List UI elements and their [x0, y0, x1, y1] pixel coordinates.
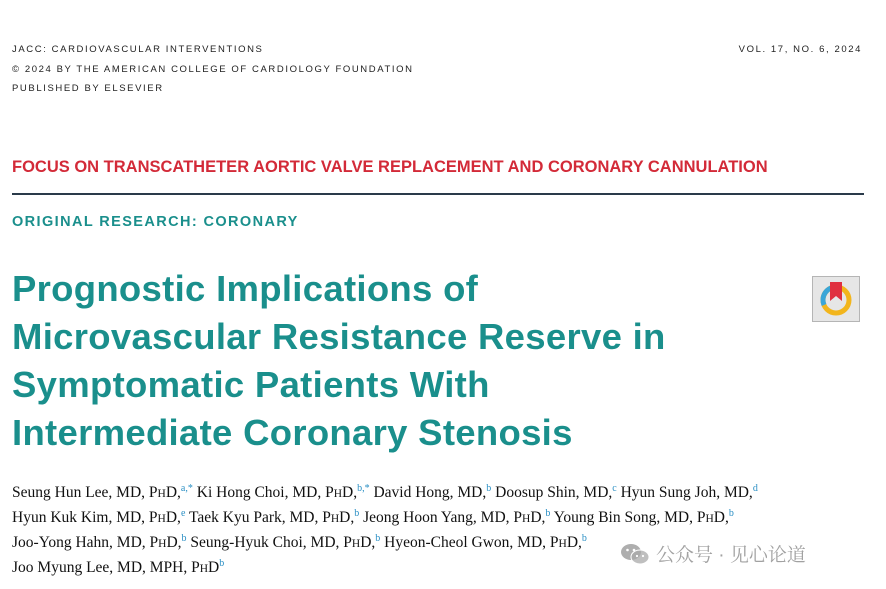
author-line: Hyun Kuk Kim, MD, PHD,$^e$ Taek Kyu Park, MD, PHD,$^b$ Jeong Hoon Yang, MD, PHD,$^b$ Young Bin Song, MD, PHD,$^b$ [12, 508, 734, 526]
journal-meta [12, 40, 414, 99]
affiliation-superscript[interactable]: b [375, 533, 381, 544]
affiliation-superscript[interactable]: e [180, 508, 186, 519]
publisher-line: PUBLISHED BY ELSEVIER [12, 83, 164, 94]
article-title [12, 265, 792, 457]
author-line: Joo-Yong Hahn, MD, PHD,$^b$ Seung-Hyuk Choi, MD, PHD,$^b$ Hyeon-Cheol Gwon, MD, PHD,$^b$ [12, 533, 587, 551]
affiliation-superscript[interactable]: b [581, 533, 587, 544]
author-name[interactable]: Hyeon-Cheol Gwon, MD, P [380, 534, 559, 551]
affiliation-superscript[interactable]: a,* [180, 483, 193, 494]
wechat-icon [620, 542, 650, 566]
affiliation-superscript[interactable]: b [181, 533, 187, 544]
author-name[interactable]: Hyun Kuk Kim, MD, P [12, 509, 158, 526]
author-name[interactable]: Ki Hong Choi, MD, P [192, 484, 334, 501]
copyright-line: © 2024 BY THE AMERICAN COLLEGE OF CARDIOLOGY FOUNDATION [12, 63, 414, 75]
title-line: Symptomatic Patients With [12, 364, 490, 405]
author-name[interactable]: Young Bin Song, MD, P [550, 509, 706, 526]
affiliation-superscript[interactable]: c [612, 483, 617, 494]
affiliation-superscript[interactable]: b,* [357, 483, 370, 494]
volume-info: VOL. 17, NO. 6, 2024 [738, 44, 862, 55]
crossmark-button[interactable] [812, 276, 860, 322]
watermark-text: 公众号 · 见心论道 [656, 545, 806, 566]
author-name[interactable]: Hyun Sung Joh, MD, [616, 484, 753, 501]
author-line: Seung Hun Lee, MD, PHD,$^{a,*}$ Ki Hong Choi, MD, PHD,$^{b,*}$ David Hong, MD,$^b$ Doosup Shin, MD,$^c$ Hyun Sung Joh, MD,$^d$ [12, 483, 758, 501]
title-line: Microvascular Resistance Reserve in [12, 316, 666, 357]
author-name[interactable]: David Hong, MD, [369, 484, 487, 501]
author-name[interactable]: Jeong Hoon Yang, MD, P [359, 509, 523, 526]
section-label: ORIGINAL RESEARCH: CORONARY [12, 214, 299, 230]
title-line: Prognostic Implications of [12, 268, 479, 309]
affiliation-superscript[interactable]: b [486, 483, 492, 494]
author-name[interactable]: Taek Kyu Park, MD, P [185, 509, 331, 526]
author-name[interactable]: Seung Hun Lee, MD, P [12, 484, 158, 501]
author-name[interactable]: Joo-Yong Hahn, MD, P [12, 534, 159, 551]
author-name[interactable]: Doosup Shin, MD, [491, 484, 613, 501]
watermark [620, 540, 806, 567]
journal-name: JACC: CARDIOVASCULAR INTERVENTIONS [12, 44, 264, 55]
title-line: Intermediate Coronary Stenosis [12, 412, 573, 453]
author-name[interactable]: Seung-Hyuk Choi, MD, P [186, 534, 352, 551]
focus-heading: FOCUS ON TRANSCATHETER AORTIC VALVE REPLACEMENT AND CORONARY CANNULATION [12, 158, 768, 176]
crossmark-icon [813, 277, 859, 321]
affiliation-superscript[interactable]: d [752, 483, 758, 494]
affiliation-superscript[interactable]: b [728, 508, 734, 519]
author-name[interactable]: Joo Myung Lee, MD, MPH, P [12, 559, 200, 576]
author-line: Joo Myung Lee, MD, MPH, PHD$^b$ [12, 558, 225, 576]
affiliation-superscript[interactable]: b [545, 508, 551, 519]
affiliation-superscript[interactable]: b [219, 558, 225, 569]
divider [12, 193, 864, 195]
affiliation-superscript[interactable]: b [354, 508, 360, 519]
